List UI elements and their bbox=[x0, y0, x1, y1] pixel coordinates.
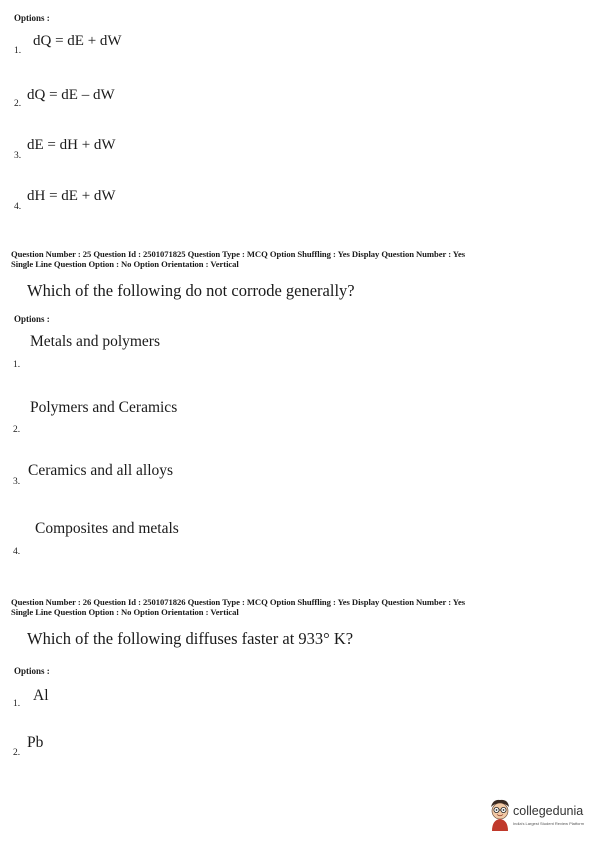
option-2-text: Pb bbox=[27, 734, 44, 751]
question-meta-line-2: Single Line Question Option : No Option Orientation : Vertical bbox=[11, 259, 239, 269]
question-meta-line-2: Single Line Question Option : No Option Orientation : Vertical bbox=[11, 607, 239, 617]
option-4-text: dH = dE + dW bbox=[27, 188, 116, 204]
option-1-text: dQ = dE + dW bbox=[33, 33, 122, 49]
options-label: Options : bbox=[14, 314, 50, 324]
options-label: Options : bbox=[14, 13, 50, 23]
option-4-number: 4. bbox=[14, 202, 22, 212]
option-3-number: 3. bbox=[14, 151, 22, 161]
question-text: Which of the following diffuses faster at 933° K? bbox=[27, 629, 354, 648]
option-2-number: 2. bbox=[13, 425, 21, 435]
option-1-number: 1. bbox=[13, 360, 21, 370]
option-1-number: 1. bbox=[14, 46, 22, 56]
option-2-number: 2. bbox=[14, 99, 22, 109]
question-text: Which of the following do not corrode generally? bbox=[27, 281, 355, 300]
option-1-text: Metals and polymers bbox=[30, 333, 161, 350]
brand-tagline: India's Largest Student Review Platform bbox=[513, 821, 585, 826]
mascot-icon bbox=[488, 798, 512, 832]
brand-name: collegedunia bbox=[513, 804, 584, 818]
option-2-text: dQ = dE – dW bbox=[27, 87, 115, 103]
collegedunia-logo bbox=[488, 796, 588, 834]
option-4-text: Composites and metals bbox=[35, 520, 179, 537]
option-3-number: 3. bbox=[13, 477, 21, 487]
option-2-number: 2. bbox=[13, 748, 21, 758]
option-1-text: Al bbox=[33, 687, 49, 704]
option-3-text: Ceramics and all alloys bbox=[28, 462, 174, 479]
option-2-text: Polymers and Ceramics bbox=[30, 399, 178, 416]
option-4-number: 4. bbox=[13, 547, 21, 557]
question-meta-line-1: Question Number : 26 Question Id : 2501071826 Question Type : MCQ Option Shuffling : Yes Display Question Number : Yes bbox=[11, 597, 466, 607]
option-3-text: dE = dH + dW bbox=[27, 137, 116, 153]
options-label: Options : bbox=[14, 666, 50, 676]
option-1-number: 1. bbox=[13, 699, 21, 709]
question-meta-line-1: Question Number : 25 Question Id : 2501071825 Question Type : MCQ Option Shuffling : Yes Display Question Number : Yes bbox=[11, 249, 466, 259]
